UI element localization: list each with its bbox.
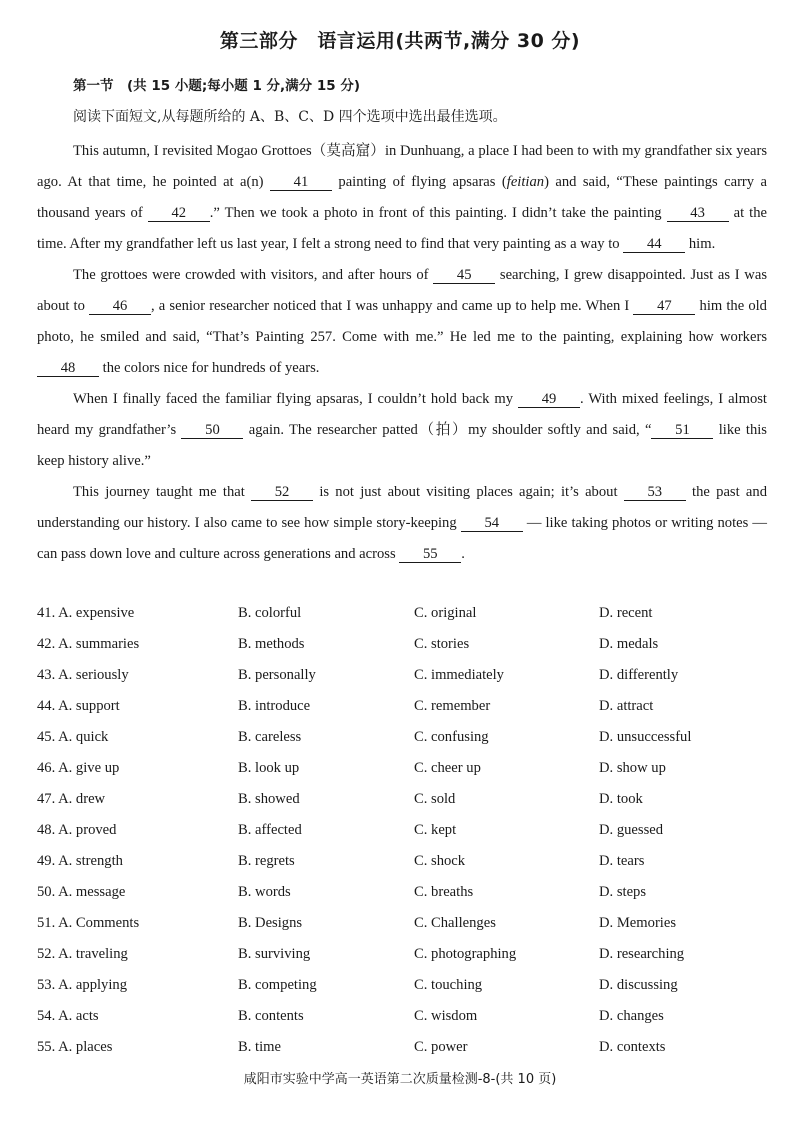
option-b: B. colorful (238, 605, 302, 621)
italic-term: feitian (506, 174, 545, 190)
option-a: 45. A. quick (37, 729, 109, 745)
blank-45: 45 (433, 267, 495, 284)
option-d: D. discussing (599, 977, 678, 993)
option-d: D. Memories (599, 915, 677, 931)
option-a: 44. A. support (37, 698, 120, 714)
text-segment: again. The researcher patted（拍）my shoulder softly and said, “ (243, 422, 652, 438)
paragraph-2 (37, 260, 767, 384)
option-a: 50. A. message (37, 884, 126, 900)
text-segment: When I finally faced the familiar flying apsaras, I couldn’t hold back my (73, 391, 518, 407)
text-segment: .” Then we took a photo in front of this painting. I didn’t take the painting (209, 205, 667, 221)
text-segment: . (461, 546, 465, 562)
option-b: B. look up (238, 760, 300, 776)
option-a: 42. A. summaries (37, 636, 140, 652)
option-c: C. kept (414, 822, 457, 838)
option-b: B. words (238, 884, 291, 900)
option-c: C. wisdom (414, 1008, 478, 1024)
blank-51: 51 (651, 422, 713, 439)
page-title: 第三部分 语言运用(共两节,满分 30 分) (219, 30, 581, 52)
question-row-53 (37, 970, 777, 1001)
option-a: 41. A. expensive (37, 605, 135, 621)
blank-43: 43 (667, 205, 729, 222)
text-segment: is not just about visiting places again; it’s about (313, 484, 624, 500)
option-c: C. original (414, 605, 477, 621)
option-b: B. careless (238, 729, 302, 745)
option-c: C. Challenges (414, 915, 496, 931)
option-b: B. methods (238, 636, 305, 652)
question-row-55 (37, 1032, 777, 1063)
question-row-44 (37, 691, 777, 722)
paragraph-3 (37, 384, 767, 477)
option-c: C. stories (414, 636, 470, 652)
text-segment: the colors nice for hundreds of years. (99, 360, 320, 376)
option-b: B. affected (238, 822, 302, 838)
blank-46: 46 (89, 298, 151, 315)
text-segment: painting of flying apsaras ( (331, 174, 507, 190)
option-c: C. immediately (414, 667, 504, 683)
text-segment: ) and said, “These paintings carry a thousand years of (37, 174, 767, 221)
blank-53: 53 (624, 484, 686, 501)
option-c: C. power (414, 1039, 468, 1055)
option-d: D. show up (599, 760, 666, 776)
option-d: D. steps (599, 884, 647, 900)
paragraph-4 (37, 477, 767, 570)
option-d: D. recent (599, 605, 653, 621)
option-a: 47. A. drew (37, 791, 106, 807)
option-d: D. unsuccessful (599, 729, 692, 745)
paragraph-1 (37, 136, 767, 260)
question-row-43 (37, 660, 777, 691)
blank-54: 54 (461, 515, 523, 532)
text-segment: at the time. After my grandfather left us last year, I felt a strong need to find that very painting as a way to (37, 205, 767, 252)
option-d: D. medals (599, 636, 659, 652)
option-a: 43. A. seriously (37, 667, 129, 683)
option-c: C. sold (414, 791, 456, 807)
option-c: C. cheer up (414, 760, 481, 776)
text-segment: him the old photo, he smiled and said, “That’s Painting 257. Come with me.” He led me to the painting, explaining how workers (37, 298, 767, 345)
blank-44: 44 (623, 236, 685, 253)
blank-49: 49 (518, 391, 580, 408)
option-d: D. researching (599, 946, 685, 962)
text-segment: , a senior researcher noticed that I was unhappy and came up to help me. When I (151, 298, 634, 314)
option-d: D. changes (599, 1008, 664, 1024)
option-b: B. surviving (238, 946, 311, 962)
option-d: D. attract (599, 698, 654, 714)
option-d: D. tears (599, 853, 645, 869)
section-heading: 第一节 (共 15 小题;每小题 1 分,满分 15 分) (73, 78, 361, 94)
page-footer: 咸阳市实验中学高一英语第二次质量检测-8-(共 10 页) (243, 1072, 557, 1087)
question-row-45 (37, 722, 777, 753)
cloze-passage (37, 136, 767, 570)
option-b: B. regrets (238, 853, 295, 869)
text-segment: This journey taught me that (73, 484, 252, 500)
option-c: C. shock (414, 853, 466, 869)
option-d: D. differently (599, 667, 679, 683)
option-a: 49. A. strength (37, 853, 123, 869)
option-b: B. contents (238, 1008, 304, 1024)
question-row-52 (37, 939, 777, 970)
option-d: D. took (599, 791, 643, 807)
option-d: D. guessed (599, 822, 664, 838)
option-c: C. photographing (414, 946, 517, 962)
option-b: B. introduce (238, 698, 311, 714)
option-b: B. showed (238, 791, 300, 807)
option-c: C. touching (414, 977, 483, 993)
text-segment: . With mixed feelings, I almost heard my grandfather’s (37, 391, 767, 438)
question-row-54 (37, 1001, 777, 1032)
option-b: B. Designs (238, 915, 303, 931)
text-segment: the past and understanding our history. I also came to see how simple story-keeping (37, 484, 767, 531)
option-a: 51. A. Comments (37, 915, 140, 931)
text-segment: — like taking photos or writing notes — can pass down love and culture across generations and across (37, 515, 767, 562)
blank-47: 47 (633, 298, 695, 315)
question-row-46 (37, 753, 777, 784)
blank-55: 55 (399, 546, 461, 563)
option-a: 48. A. proved (37, 822, 117, 838)
option-d: D. contexts (599, 1039, 666, 1055)
option-a: 52. A. traveling (37, 946, 128, 962)
option-a: 53. A. applying (37, 977, 127, 993)
blank-48: 48 (37, 360, 99, 377)
text-segment: like this keep history alive.” (37, 422, 767, 469)
text-segment: The grottoes were crowded with visitors, and after hours of (73, 267, 434, 283)
question-row-49 (37, 846, 777, 877)
text-segment: This autumn, I revisited Mogao Grottoes（莫高窟）in Dunhuang, a place I had been to with my grandfather six years ago. At that time, he pointed at a(n) (37, 143, 767, 190)
question-row-47 (37, 784, 777, 815)
option-c: C. confusing (414, 729, 489, 745)
option-a: 46. A. give up (37, 760, 120, 776)
blank-41: 41 (270, 174, 332, 191)
answer-options (37, 598, 777, 1063)
text-segment: searching, I grew disappointed. Just as I was about to (37, 267, 767, 314)
option-b: B. personally (238, 667, 316, 683)
question-row-50 (37, 877, 777, 908)
blank-50: 50 (181, 422, 243, 439)
option-c: C. remember (414, 698, 491, 714)
text-segment: him. (685, 236, 716, 252)
instruction-text: 阅读下面短文,从每题所给的 A、B、C、D 四个选项中选出最佳选项。 (73, 109, 507, 125)
blank-52: 52 (251, 484, 313, 501)
question-row-42 (37, 629, 777, 660)
option-a: 55. A. places (37, 1039, 113, 1055)
option-c: C. breaths (414, 884, 474, 900)
option-b: B. competing (238, 977, 317, 993)
question-row-41 (37, 598, 777, 629)
option-a: 54. A. acts (37, 1008, 99, 1024)
question-row-51 (37, 908, 777, 939)
blank-42: 42 (148, 205, 210, 222)
option-b: B. time (238, 1039, 281, 1055)
question-row-48 (37, 815, 777, 846)
